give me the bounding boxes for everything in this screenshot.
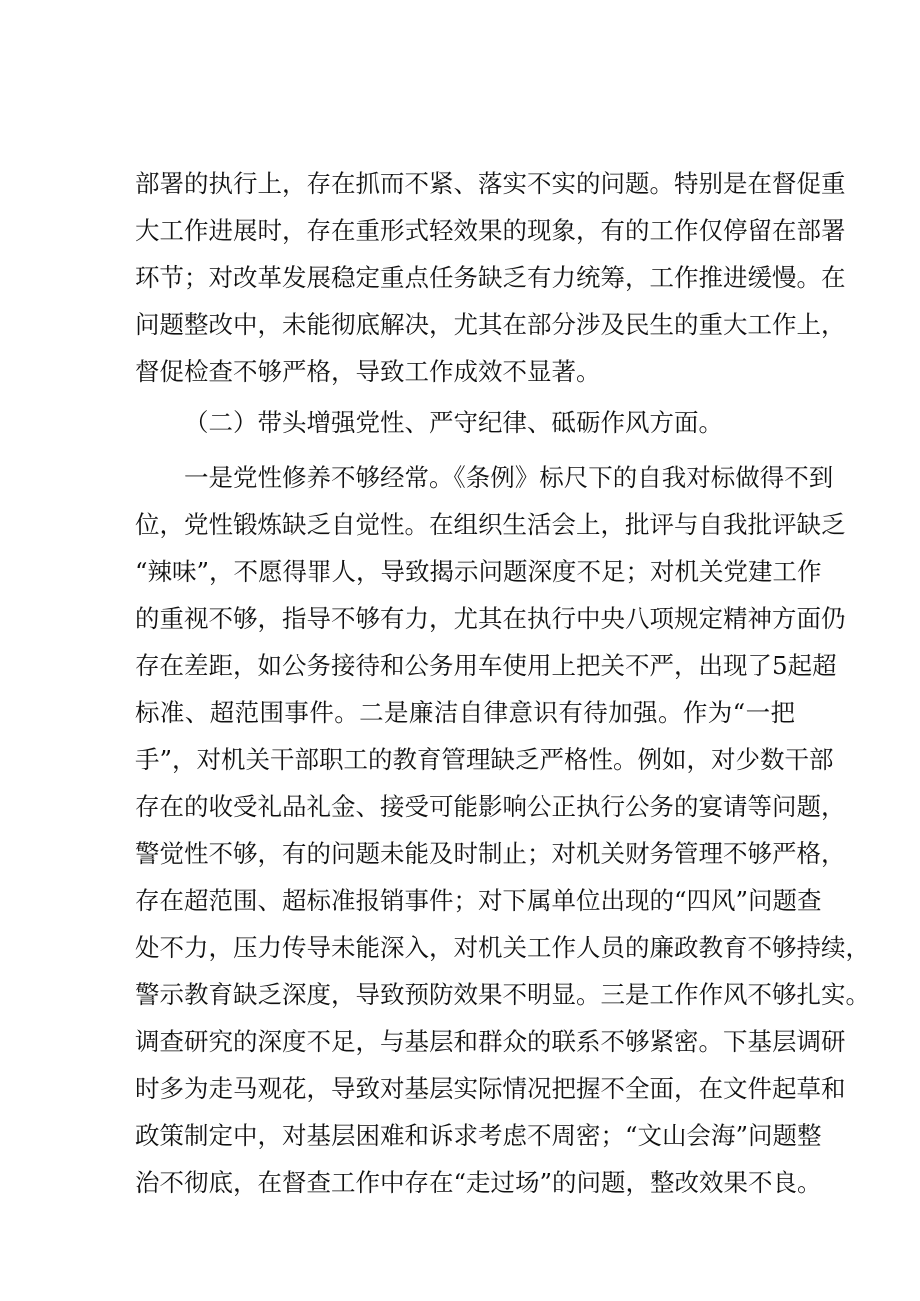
paragraph-1-line-2: 大工作进展时，存在重形式轻效果的现象，有的工作仅停留在部署 bbox=[135, 216, 846, 245]
section-heading: （二）带头增强党性、严守纪律、砥砺作风方面。 bbox=[184, 408, 723, 437]
paragraph-2-line-14: 时多为走马观花，导致对基层实际情况把握不全面，在文件起草和 bbox=[135, 1074, 846, 1103]
paragraph-2-line-4: 的重视不够，指导不够有力，尤其在执行中央八项规定精神方面仍 bbox=[135, 604, 846, 633]
paragraph-2-line-6: 标准、超范围事件。二是廉洁自律意识有待加强。作为“一把 bbox=[135, 698, 795, 727]
paragraph-2-line-7: 手”，对机关干部职工的教育管理缺乏严格性。例如，对少数干部 bbox=[135, 745, 834, 774]
paragraph-1-line-1: 部署的执行上，存在抓而不紧、落实不实的问题。特别是在督促重 bbox=[135, 169, 846, 198]
paragraph-2-line-2: 位，党性锻炼缺乏自觉性。在组织生活会上，批评与自我批评缺乏 bbox=[135, 510, 846, 539]
paragraph-2-line-8: 存在的收受礼品礼金、接受可能影响公正执行公务的宴请等问题， bbox=[135, 792, 846, 821]
paragraph-2-line-12: 警示教育缺乏深度，导致预防效果不明显。三是工作作风不够扎实。 bbox=[135, 980, 870, 1009]
paragraph-1-line-4: 问题整改中，未能彻底解决，尤其在部分涉及民生的重大工作上， bbox=[135, 310, 846, 339]
paragraph-2-line-13: 调查研究的深度不足，与基层和群众的联系不够紧密。下基层调研 bbox=[135, 1027, 846, 1056]
paragraph-1-line-5: 督促检查不够严格，导致工作成效不显著。 bbox=[135, 357, 601, 386]
paragraph-2-line-10: 存在超范围、超标准报销事件；对下属单位出现的“四风”问题查 bbox=[135, 886, 822, 915]
paragraph-2-line-11: 处不力，压力传导未能深入，对机关工作人员的廉政教育不够持续， bbox=[135, 933, 870, 962]
paragraph-2-line-3: “辣味”，不愿得罪人，导致揭示问题深度不足；对机关党建工作 bbox=[135, 557, 822, 586]
document-body bbox=[135, 160, 870, 1206]
paragraph-2-line-16: 治不彻底，在督查工作中存在“走过场”的问题，整改效果不良。 bbox=[135, 1168, 822, 1197]
paragraph-2-line-9: 警觉性不够，有的问题未能及时制止；对机关财务管理不够严格， bbox=[135, 839, 846, 868]
paragraph-2-line-5: 存在差距，如公务接待和公务用车使用上把关不严，出现了5起超 bbox=[135, 651, 837, 680]
paragraph-2-line-1: 一是党性修养不够经常。《条例》标尺下的自我对标做得不到 bbox=[184, 463, 834, 492]
paragraph-1-line-3: 环节；对改革发展稳定重点任务缺乏有力统筹，工作推进缓慢。在 bbox=[135, 263, 846, 292]
paragraph-2-line-15: 政策制定中，对基层困难和诉求考虑不周密；“文山会海”问题整 bbox=[135, 1121, 822, 1150]
